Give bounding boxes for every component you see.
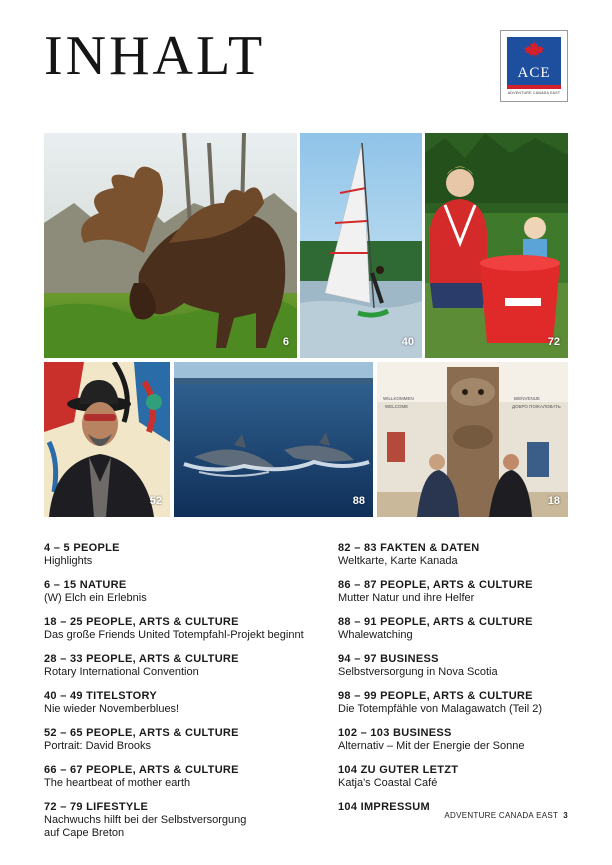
page-title: INHALT [44,25,266,87]
footer-publication: ADVENTURE CANADA EAST [444,811,559,820]
toc-entry-description: (W) Elch ein Erlebnis [44,592,147,604]
maple-leaf-icon [523,41,545,57]
toc-entry[interactable] [44,616,334,642]
toc-entry[interactable] [338,690,578,716]
toc-entry[interactable] [44,542,334,568]
toc-entry-description: Whalewatching [338,629,413,641]
toc-entry-description: Nachwuchs hilft bei der Selbstversorgung [44,814,247,826]
toc-entry-heading: 82 – 83 FAKTEN & DATEN [338,542,480,554]
photo-canada-bucket [425,133,568,358]
photo-page-number: 88 [352,495,365,507]
toc-entry-description: Die Totempfähle von Malagawatch (Teil 2) [338,703,543,715]
page-footer [444,811,568,820]
sign-right-2: ДОБРО ПОЖАЛОВАТЬ [512,404,561,409]
toc-entry-description: Weltkarte, Karte Kanada [338,555,458,567]
toc-entry-heading: 104 IMPRESSUM [338,801,430,813]
sign-left: WILLKOMMEN [383,396,414,401]
toc-entry-heading: 40 – 49 TITELSTORY [44,690,157,702]
toc-entry-description: Nie wieder Novemberblues! [44,703,180,715]
photo-page-number: 18 [547,495,560,507]
toc-entry-heading: 52 – 65 PEOPLE, ARTS & CULTURE [44,727,239,739]
toc-entry-description: Katja's Coastal Café [338,777,438,789]
logo-subtitle: ADVENTURE CANADA EAST [507,91,561,95]
logo-abbr: ACE [517,65,551,81]
photo-windsurfer [300,133,422,358]
toc-entry-description: Mutter Natur und ihre Helfer [338,592,475,604]
toc-entry[interactable] [338,542,578,568]
toc-entry-description: Rotary International Convention [44,666,199,678]
toc-entry-heading: 88 – 91 PEOPLE, ARTS & CULTURE [338,616,533,628]
toc-entry-heading: 28 – 33 PEOPLE, ARTS & CULTURE [44,653,239,665]
toc-entry-heading: 18 – 25 PEOPLE, ARTS & CULTURE [44,616,239,628]
photo-page-number: 40 [401,336,414,348]
toc-entry-description: Highlights [44,555,93,567]
toc-entry-description: Selbstversorgung in Nova Scotia [338,666,498,678]
toc-entry[interactable] [44,690,334,716]
toc-entry-heading: 4 – 5 PEOPLE [44,542,120,554]
toc-entry-description: The heartbeat of mother earth [44,777,191,789]
toc-entry[interactable] [338,616,578,642]
toc-entry[interactable] [44,801,334,840]
toc-entry-description: Portrait: David Brooks [44,740,151,752]
toc-entry-heading: 86 – 87 PEOPLE, ARTS & CULTURE [338,579,533,591]
toc-entry-heading: 98 – 99 PEOPLE, ARTS & CULTURE [338,690,533,702]
toc-entry[interactable] [338,653,578,679]
photo-page-number: 6 [282,336,289,348]
toc-entry-heading: 6 – 15 NATURE [44,579,127,591]
toc-entry[interactable] [338,727,578,753]
toc-entry[interactable] [44,579,334,605]
photo-portrait [44,362,170,517]
toc-entry[interactable] [338,579,578,605]
photo-page-number: 72 [547,336,560,348]
toc-entry-heading: 66 – 67 PEOPLE, ARTS & CULTURE [44,764,239,776]
toc-entry-heading: 72 – 79 LIFESTYLE [44,801,149,813]
photo-dolphins [174,362,373,517]
toc-entry-heading: 102 – 103 BUSINESS [338,727,452,739]
toc-entry[interactable] [44,764,334,790]
logo-red-bar [507,85,561,89]
footer-page-number: 3 [563,811,568,820]
toc-entry-heading: 104 ZU GUTER LETZT [338,764,459,776]
toc-entry[interactable] [338,764,578,790]
toc-entry-description: auf Cape Breton [44,827,125,839]
ace-logo [500,30,568,102]
photo-page-number: 52 [149,495,162,507]
toc-entry-heading: 94 – 97 BUSINESS [338,653,439,665]
photo-moose [44,133,297,358]
sign-right: BIENVENUE [514,396,541,401]
toc-entry-description: Das große Friends United Totempfahl-Projekt beginnt [44,629,304,641]
toc-entry-description: Alternativ – Mit der Energie der Sonne [338,740,525,752]
toc-entry[interactable] [44,653,334,679]
toc-entry[interactable] [44,727,334,753]
photo-totem-gallery [377,362,568,517]
sign-left-2: WELCOME [385,404,409,409]
